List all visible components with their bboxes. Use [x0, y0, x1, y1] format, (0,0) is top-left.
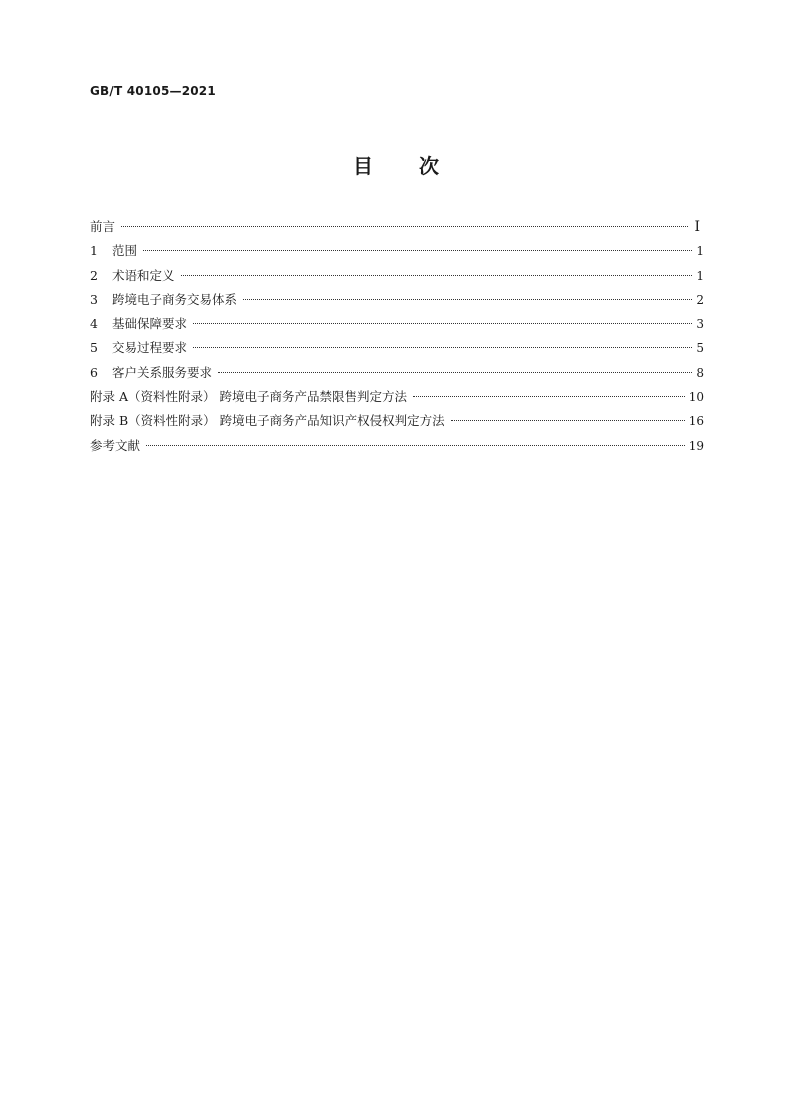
toc-entry-infrastructure[interactable] — [90, 312, 704, 336]
toc-leader-dots — [193, 347, 692, 348]
toc-entry-page: 16 — [688, 414, 704, 429]
toc-entry-page: 2 — [696, 292, 704, 307]
toc-entry-page: 8 — [696, 365, 704, 380]
toc-entry-references[interactable] — [90, 434, 704, 458]
toc-entry-page: 5 — [696, 341, 704, 356]
toc-entry-label: 范围 — [112, 243, 138, 259]
toc-entry-terms[interactable] — [90, 264, 704, 288]
toc-entry-appendix-b[interactable] — [90, 409, 704, 433]
title-char-2: 次 — [419, 154, 439, 178]
toc-leader-dots — [451, 420, 685, 421]
toc-entry-label-group — [90, 312, 187, 336]
toc-leader-dots — [243, 299, 692, 300]
toc-entry-number: 3 — [90, 291, 98, 307]
toc-entry-number: 2 — [90, 267, 98, 283]
toc-entry-label-group — [90, 239, 137, 263]
toc-entry-page: 10 — [688, 390, 704, 405]
toc-entry-label: 客户关系服务要求 — [112, 364, 213, 380]
toc-entry-label: 附录 B（资料性附录） 跨境电子商务产品知识产权侵权判定方法 — [90, 413, 445, 429]
toc-entry-page: Ⅰ — [694, 219, 700, 235]
toc-entry-foreword[interactable] — [90, 215, 704, 239]
toc-entry-label: 交易过程要求 — [112, 340, 188, 356]
toc-leader-dots — [143, 250, 692, 251]
toc-entry-label: 跨境电子商务交易体系 — [112, 291, 238, 307]
toc-entry-label: 参考文献 — [90, 437, 141, 453]
toc-leader-dots — [218, 372, 692, 373]
toc-leader-dots — [413, 396, 685, 397]
toc-entry-page: 1 — [696, 268, 704, 283]
toc-leader-dots — [146, 445, 685, 446]
toc-entry-scope[interactable] — [90, 239, 704, 263]
toc-entry-appendix-a[interactable] — [90, 385, 704, 409]
toc-leader-dots — [181, 275, 692, 276]
toc-entry-page: 1 — [696, 244, 704, 259]
standard-number-header: GB/T 40105—2021 — [90, 84, 216, 98]
title-char-1: 目 — [353, 154, 373, 178]
toc-entry-label-group — [90, 288, 237, 312]
toc-entry-label: 基础保障要求 — [112, 316, 188, 332]
toc-entry-number: 5 — [90, 340, 98, 356]
toc-entry-page: 19 — [688, 438, 704, 453]
page-title — [0, 150, 792, 179]
toc-entry-label: 术语和定义 — [112, 267, 175, 283]
toc-entry-label-group — [90, 361, 212, 385]
toc-leader-dots — [121, 226, 688, 227]
toc-entry-label: 附录 A（资料性附录） 跨境电子商务产品禁限售判定方法 — [90, 389, 407, 405]
toc-entry-trade-system[interactable] — [90, 288, 704, 312]
toc-entry-page: 3 — [696, 317, 704, 332]
toc-entry-transaction-process[interactable] — [90, 336, 704, 360]
toc-entry-label-group — [90, 336, 187, 360]
toc-entry-customer-service[interactable] — [90, 361, 704, 385]
table-of-contents — [90, 215, 704, 458]
toc-entry-number: 6 — [90, 364, 98, 380]
toc-entry-number: 4 — [90, 316, 98, 332]
toc-entry-label: 前言 — [90, 219, 116, 234]
toc-leader-dots — [193, 323, 692, 324]
toc-entry-number: 1 — [90, 243, 98, 259]
toc-entry-label-group — [90, 264, 175, 288]
